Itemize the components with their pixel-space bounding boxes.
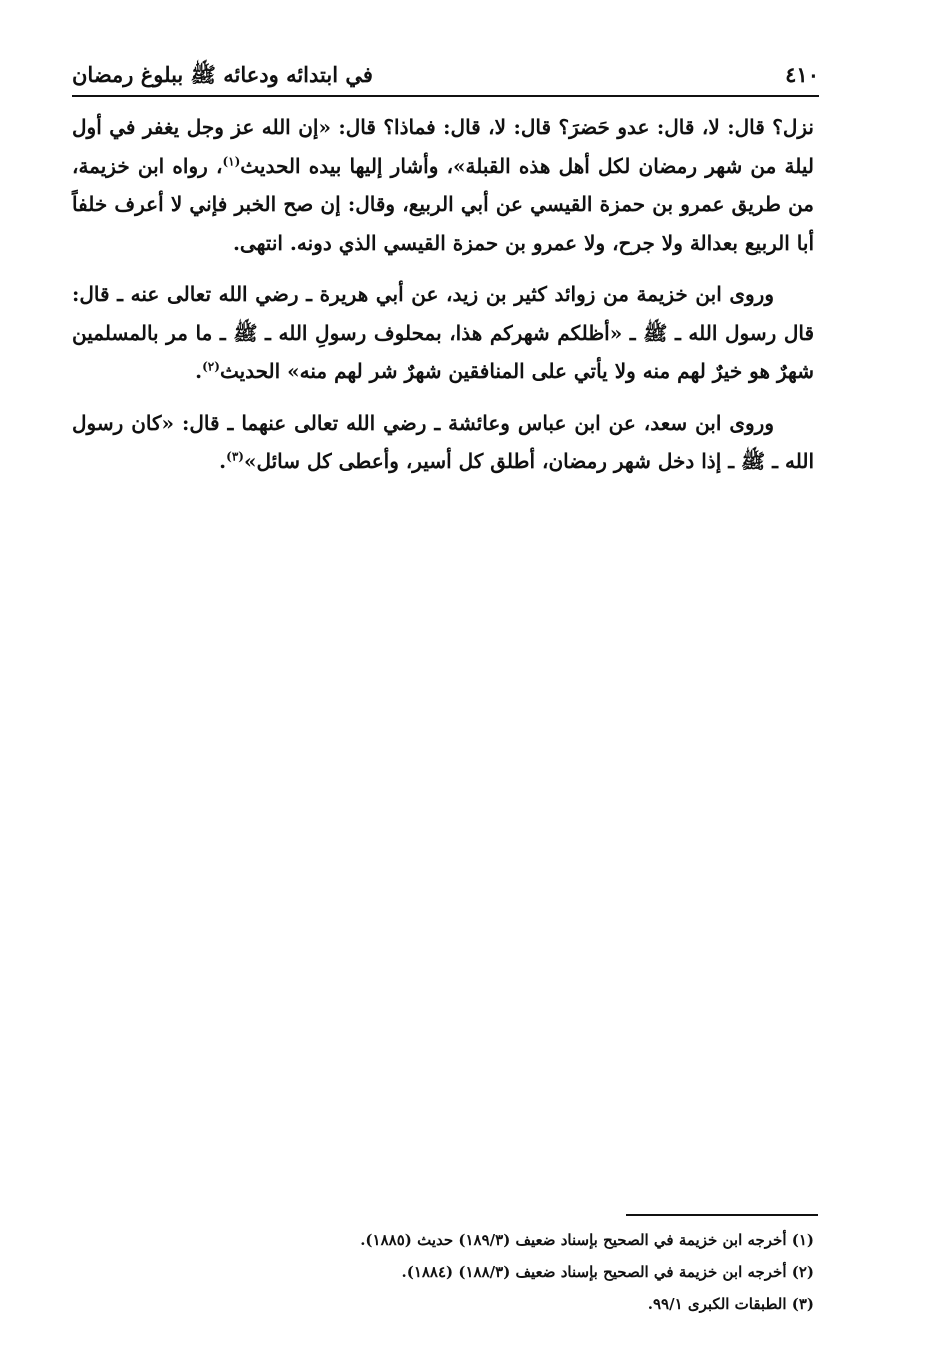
paragraph-2-text-a: وروى ابن خزيمة من زوائد كثير بن زيد، عن أبي هريرة ـ رضي الله تعالى عنه ـ قال: قال رسول الله ـ ﷺ ـ «أظلكم شهركم هذا، بمحلوف رسولِ الله ـ ﷺ ـ ما مر بالمسلمين شهرٌ هو خيرٌ لهم منه ولا يأتي على المنافقين شهرٌ شر لهم منه» الحديث <box>72 282 814 383</box>
paragraph-1 <box>72 108 814 262</box>
paragraph-3 <box>72 404 814 481</box>
paragraph-3-text-a: وروى ابن سعد، عن ابن عباس وعائشة ـ رضي الله تعالى عنهما ـ قال: «كان رسول الله ـ ﷺ ـ إذا دخل شهر رمضان، أطلق كل أسير، وأعطى كل سائل» <box>72 410 814 473</box>
running-title: في ابتدائه ودعائه ﷺ ببلوغ رمضان <box>72 62 373 87</box>
footnotes <box>72 1224 814 1320</box>
main-text <box>72 108 814 494</box>
footnote-ref-3: (٣) <box>226 449 244 464</box>
paragraph-2-text-b: . <box>195 359 203 383</box>
paragraph-1-text-b: ، رواه ابن خزيمة، من طريق عمرو بن حمزة القيسي عن أبي الربيع، وقال: إن صح الخبر فإني لا أعرف خلفاً أبا الربيع بعدالة ولا جرح، ولا عمرو بن حمزة القيسي الذي دونه. انتهى. <box>72 153 814 255</box>
paragraph-1-text-a: نزل؟ قال: لا، قال: عدو حَضرَ؟ قال: لا، قال: فماذا؟ قال: «إن الله عز وجل يغفر في أول ليلة من شهر رمضان لكل أهل هذه القبلة»، وأشار إليها بيده الحديث <box>72 115 815 178</box>
footnote-1: (١) أخرجه ابن خزيمة في الصحيح بإسناد ضعيف (١٨٩/٣) حديث (١٨٨٥). <box>360 1231 814 1249</box>
footnote-ref-2: (٢) <box>202 359 220 374</box>
page-number: ٤١٠ <box>785 62 819 87</box>
footnote-separator <box>626 1214 818 1216</box>
paragraph-3-text-b: . <box>219 449 227 473</box>
footnote-ref-1: (١) <box>222 153 241 168</box>
footnote-2: (٢) أخرجه ابن خزيمة في الصحيح بإسناد ضعيف (١٨٨/٣) (١٨٨٤). <box>401 1263 814 1281</box>
footnote-3: (٣) الطبقات الكبرى ٩٩/١. <box>647 1295 814 1313</box>
running-header <box>72 56 819 90</box>
paragraph-2 <box>72 275 814 391</box>
header-rule <box>72 95 819 97</box>
